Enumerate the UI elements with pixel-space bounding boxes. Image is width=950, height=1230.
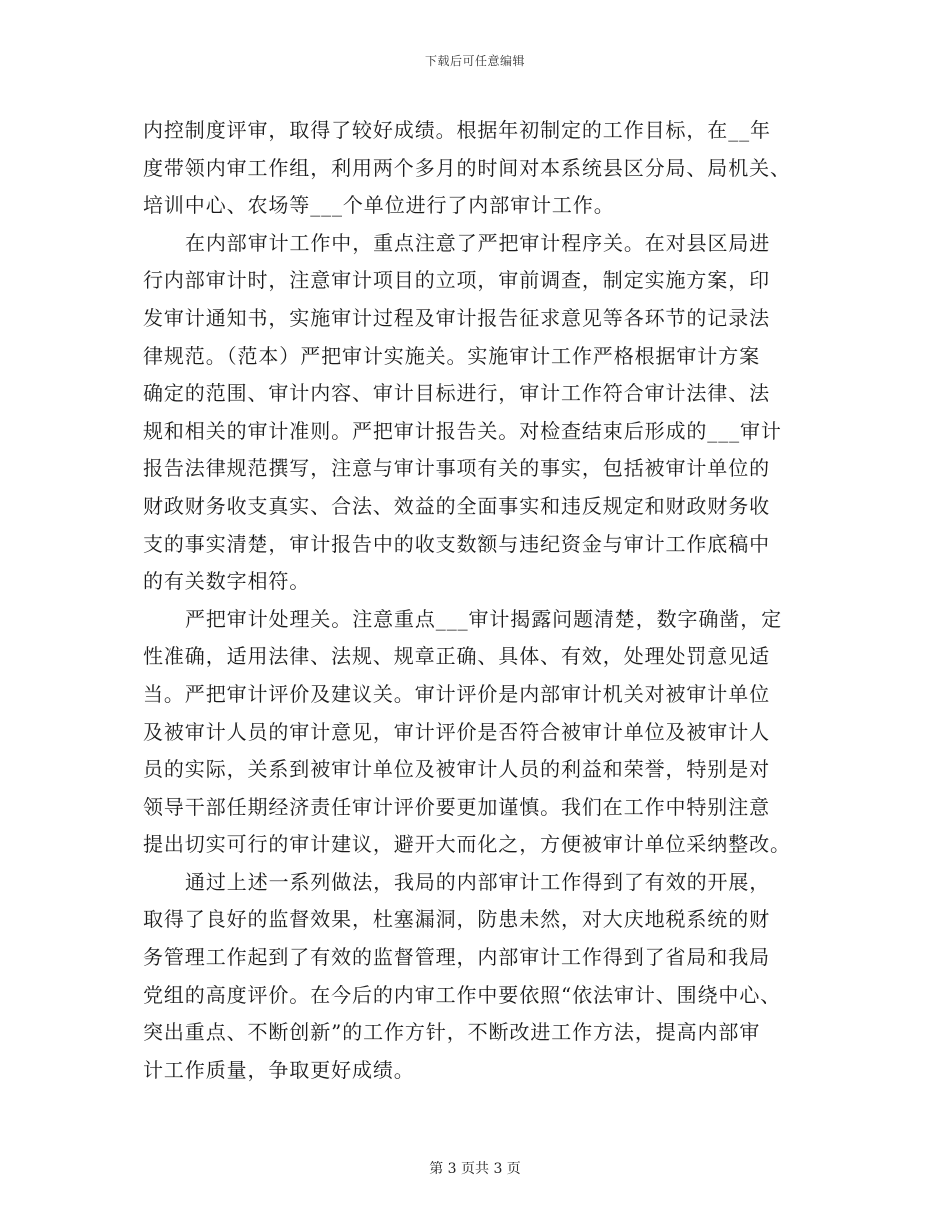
text-line: 领导干部任期经济责任审计评价要更加谨慎。我们在工作中特别注意 <box>143 794 770 819</box>
page-footer: 第 3 页共 3 页 <box>429 1161 521 1177</box>
text-line: 及被审计人员的审计意见，审计评价是否符合被审计单位及被审计人 <box>143 719 770 744</box>
paragraph-first-line: 严把审计处理关。注意重点___审计揭露问题清楚，数字确凿，定 <box>185 606 782 631</box>
text-line: 性准确，适用法律、法规、规章正确、具体、有效，处理处罚意见适 <box>143 644 770 669</box>
text-line: 发审计通知书，实施审计过程及审计报告征求意见等各环节的记录法 <box>143 305 770 330</box>
text-line: 当。严把审计评价及建议关。审计评价是内部审计机关对被审计单位 <box>143 681 770 706</box>
text-line: 提出切实可行的审计建议，避开大而化之，方便被审计单位采纳整改。 <box>143 832 791 857</box>
paragraph-first-line: 通过上述一系列做法，我局的内部审计工作得到了有效的开展， <box>185 869 771 894</box>
text-line: 员的实际，关系到被审计单位及被审计人员的利益和荣誉，特别是对 <box>143 757 770 782</box>
text-line: 党组的高度评价。在今后的内审工作中要依照“依法审计、围绕中心、 <box>143 982 782 1007</box>
text-line: 务管理工作起到了有效的监督管理，内部审计工作得到了省局和我局 <box>143 945 770 970</box>
text-line: 的有关数字相符。 <box>143 569 311 594</box>
text-line: 支的事实清楚，审计报告中的收支数额与违纪资金与审计工作底稿中 <box>143 531 770 556</box>
text-line: 财政财务收支真实、合法、效益的全面事实和违反规定和财政财务收 <box>143 493 770 518</box>
text-line: 律规范。（范本）严把审计实施关。实施审计工作严格根据审计方案 <box>143 343 760 368</box>
text-line: 报告法律规范撰写，注意与审计事项有关的事实，包括被审计单位的 <box>143 456 770 481</box>
text-line: 确定的范围、审计内容、审计目标进行，审计工作符合审计法律、法 <box>143 381 770 406</box>
text-line: 培训中心、农场等___个单位进行了内部审计工作。 <box>143 193 615 218</box>
text-line: 内控制度评审，取得了较好成绩。根据年初制定的工作目标，在__年 <box>143 118 771 142</box>
text-line: 规和相关的审计准则。严把审计报告关。对检查结束后形成的___审计 <box>143 418 782 443</box>
text-line: 计工作质量，争取更好成绩。 <box>143 1057 415 1082</box>
page-header: 下载后可任意编辑 <box>424 54 525 68</box>
document-body <box>143 112 807 1089</box>
text-line: 度带领内审工作组，利用两个多月的时间对本系统县区分局、局机关、 <box>143 155 791 180</box>
text-line: 取得了良好的监督效果，杜塞漏洞，防患未然，对大庆地税系统的财 <box>143 907 770 932</box>
paragraph-first-line: 在内部审计工作中，重点注意了严把审计程序关。在对县区局进 <box>185 230 771 255</box>
text-line: 突出重点、不断创新”的工作方针，不断改进工作方法，提高内部审 <box>143 1020 761 1045</box>
text-line: 行内部审计时，注意审计项目的立项，审前调查，制定实施方案，印 <box>143 268 770 293</box>
